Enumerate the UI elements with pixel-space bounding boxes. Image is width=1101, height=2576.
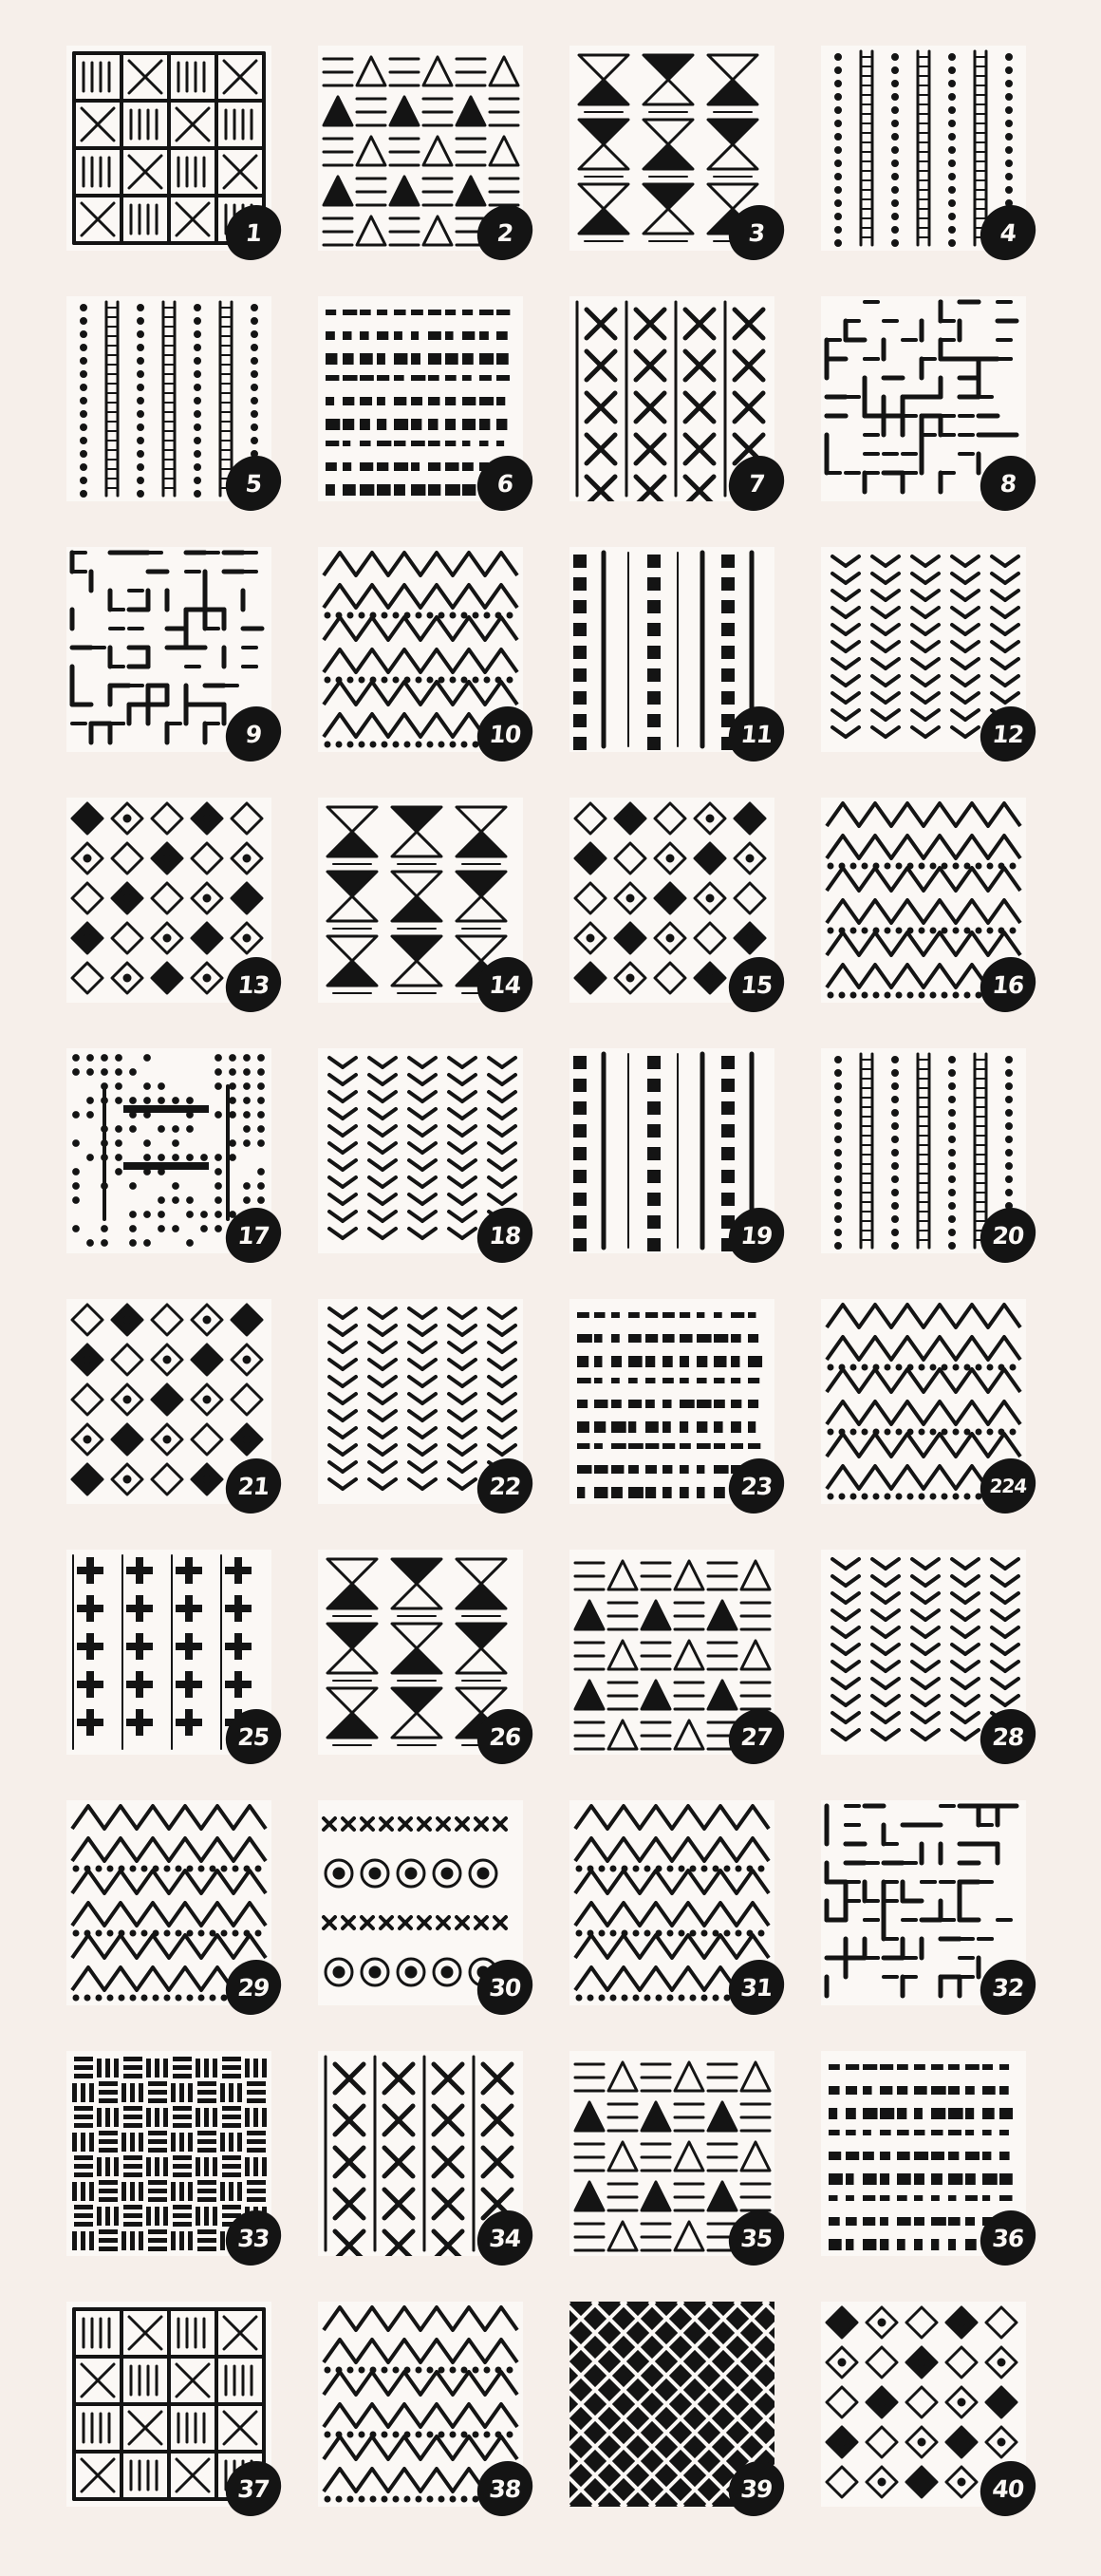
pattern-tile [821,798,1026,1003]
pattern-number-badge: 39 [726,2461,787,2516]
pattern-number-badge: 37 [223,2461,284,2516]
pattern-number-badge: 2 [475,205,535,260]
pattern-number-badge: 30 [475,1960,535,2015]
pattern-number-badge: 10 [475,706,535,762]
pattern-number-badge: 17 [223,1208,284,1263]
pattern-tile [66,1800,271,2005]
pattern-tile [569,296,774,501]
pattern-number-badge: 35 [726,2210,787,2266]
pattern-number-badge: 21 [223,1458,284,1514]
pattern-tile [318,2051,523,2256]
pattern-number-badge: 13 [223,957,284,1012]
pattern-tile [569,1048,774,1253]
pattern-number-badge: 4 [978,205,1038,260]
pattern-number-badge: 15 [726,957,787,1012]
pattern-tile [569,1299,774,1504]
pattern-tile [66,798,271,1003]
pattern-tile [821,1550,1026,1755]
pattern-tile [66,46,271,251]
pattern-tile [821,2302,1026,2507]
pattern-number-badge: 14 [475,957,535,1012]
pattern-tile [821,1299,1026,1504]
pattern-number-badge: 1 [223,205,284,260]
pattern-tile [66,296,271,501]
pattern-number-badge: 16 [978,957,1038,1012]
pattern-number-badge: 31 [726,1960,787,2015]
pattern-tile [318,1048,523,1253]
pattern-tile [821,2051,1026,2256]
pattern-number-badge: 27 [726,1709,787,1764]
pattern-number-badge: 3 [726,205,787,260]
pattern-number-badge: 32 [978,1960,1038,2015]
pattern-number-badge: 8 [978,456,1038,511]
pattern-number-badge: 6 [475,456,535,511]
pattern-number-badge: 40 [978,2461,1038,2516]
pattern-tile [821,547,1026,752]
pattern-tile [318,2302,523,2507]
pattern-number-badge: 22 [475,1458,535,1514]
pattern-number-badge: 26 [475,1709,535,1764]
pattern-number-badge: 34 [475,2210,535,2266]
pattern-number-badge: 38 [475,2461,535,2516]
pattern-tile [569,46,774,251]
pattern-number-badge: 19 [726,1208,787,1263]
pattern-number-badge: 9 [223,706,284,762]
pattern-number-badge: 29 [223,1960,284,2015]
pattern-number-badge: 23 [726,1458,787,1514]
pattern-number-badge: 11 [726,706,787,762]
pattern-tile [569,2302,774,2507]
pattern-number-badge: 33 [223,2210,284,2266]
pattern-tile [318,46,523,251]
pattern-tile [66,2302,271,2507]
pattern-number-badge: 36 [978,2210,1038,2266]
pattern-tile [318,1550,523,1755]
pattern-tile [318,547,523,752]
pattern-tile [569,1800,774,2005]
pattern-tile [318,296,523,501]
pattern-tile [569,2051,774,2256]
pattern-number-badge: 224 [978,1458,1038,1514]
pattern-tile [66,1550,271,1755]
pattern-tile [569,798,774,1003]
pattern-tile [66,1048,271,1253]
pattern-number-badge: 25 [223,1709,284,1764]
pattern-number-badge: 5 [223,456,284,511]
pattern-tile [821,296,1026,501]
pattern-number-badge: 28 [978,1709,1038,1764]
pattern-tile [569,547,774,752]
pattern-tile [821,1800,1026,2005]
pattern-tile [66,1299,271,1504]
pattern-number-badge: 7 [726,456,787,511]
pattern-tile [66,547,271,752]
pattern-tile [821,1048,1026,1253]
pattern-tile [569,1550,774,1755]
pattern-tile [66,2051,271,2256]
pattern-number-badge: 12 [978,706,1038,762]
pattern-tile [318,798,523,1003]
pattern-number-badge: 20 [978,1208,1038,1263]
pattern-tile [318,1299,523,1504]
pattern-tile [318,1800,523,2005]
pattern-number-badge: 18 [475,1208,535,1263]
pattern-tile [821,46,1026,251]
